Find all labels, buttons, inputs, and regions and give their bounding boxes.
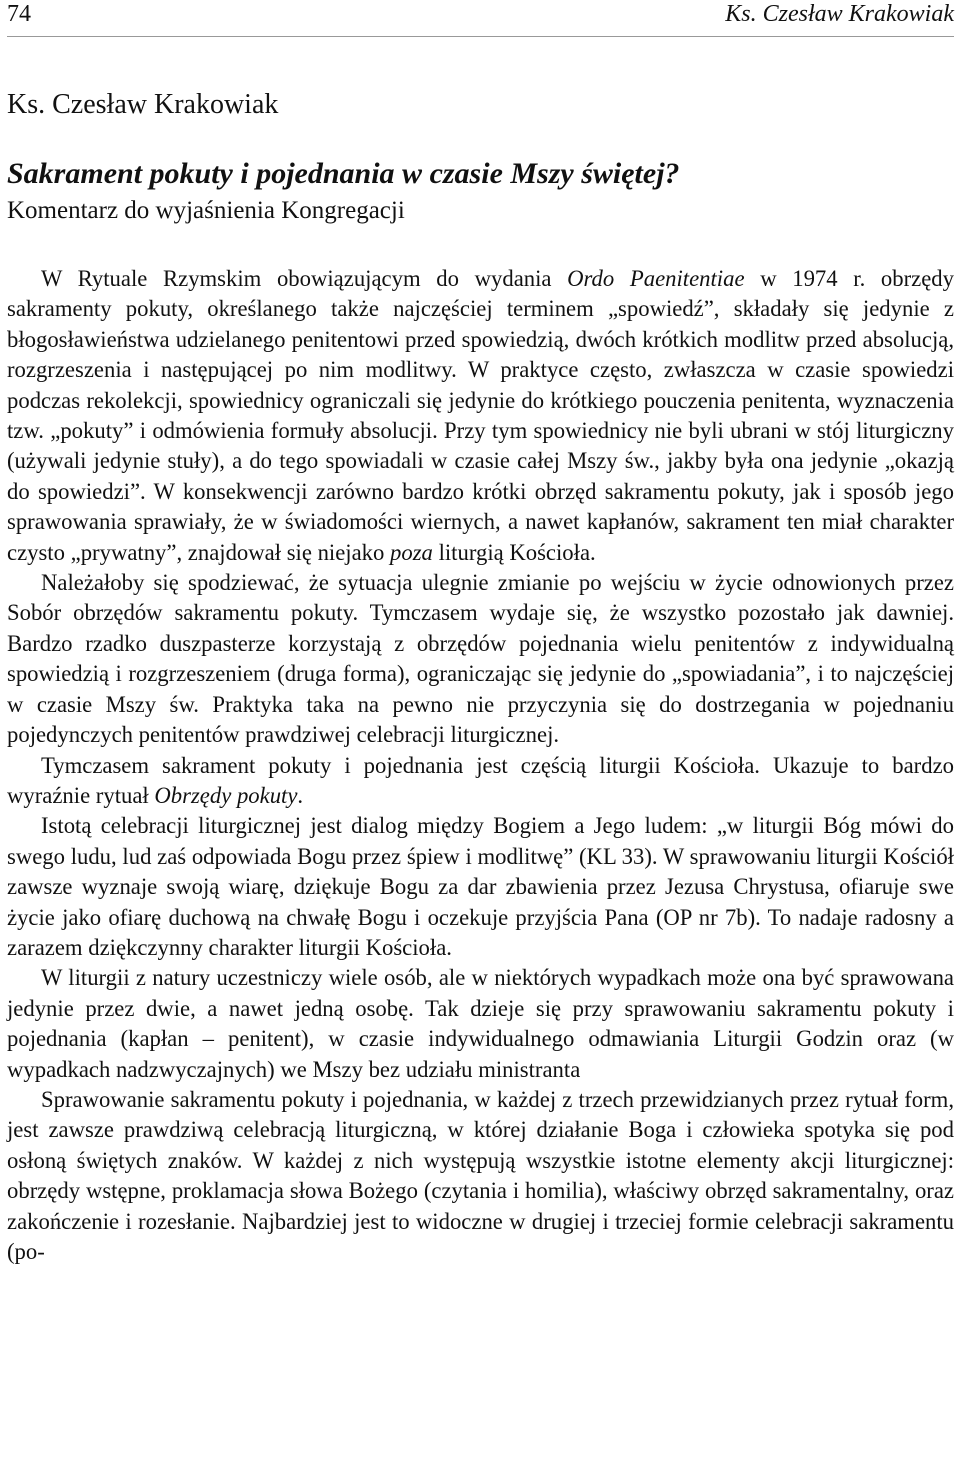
paragraph-3-text-a: Tymczasem sakrament pokuty i pojednania jest częścią liturgii Kościoła. Ukazuje to bardzo wyraźnie rytuał [7,752,954,808]
paragraph-2-text: Należałoby się spodziewać, że sytuacja ulegnie zmianie po wejściu w życie odnowionych przez Sobór obrzędów sakramentu pokuty. Tymczasem wydaje się, że wszystko pozostało jak dawniej. Bardzo rzadko duszpasterze korzystają z obrzędów pojednania wielu penitentów z indywidualną spowiedzią i rozgrzeszeniem (druga forma), ograniczając się jedynie do „spowiadania”, i to najczęściej w czasie Mszy św. Praktyka taka na pewno nie przyczynia się do dostrzegania w pojednaniu pojedynczych penitentów prawdziwej celebracji liturgicznej. [7,570,954,748]
paragraph-3-text-b: . [297,782,304,808]
paragraph-5-text: W liturgii z natury uczestniczy wiele osób, ale w niektórych wypadkach może ona być sprawowana jedynie przez dwie, a nawet jedną osobę. Tak dzieje się przy sprawowaniu sakramentu pokuty i pojednania (kapłan – penitent), w czasie indywidualnego odmawiania Liturgii Godzin oraz (w wypadkach nadzwyczajnych) we Mszy bez udziału ministranta [7,965,954,1082]
paragraph-3 [7,751,954,812]
paragraph-1 [7,264,954,568]
page-number: 74 [7,1,31,27]
article-subtitle: Komentarz do wyjaśnienia Kongregacji [7,197,405,224]
paragraph-4-text: Istotą celebracji liturgicznej jest dialog między Bogiem a Jego ludem: „w liturgii Bóg mówi do swego ludu, lud zaś odpowiada Bogu przez śpiew i modlitwę” (KL 33). W sprawowaniu liturgii Kościół zawsze wyznaje swoją wiarę, dziękuje Bogu za dar zbawienia przez Jezusa Chrystusa, ofiaruje swe życie jako ofiarę duchową na chwałę Bogu i oczekuje przyjścia Pana (OP nr 7b). To nadaje radosny a zarazem dziękczynny charakter liturgii Kościoła. [7,813,954,960]
paragraph-6 [7,1085,954,1267]
paragraph-1-text-a: W Rytuale Rzymskim obowiązującym do wydania [41,266,568,291]
paragraph-1-text-b: w 1974 r. obrzędy sakramenty pokuty, określanego także najczęściej terminem „spowiedź”, składały się jedynie z błogosławieństwa udzielanego penitentowi przed spowiedzią, dwóch krótkich modlitw przed absolucją, rozgrzeszenia i następującej po nim modlitwy. W praktyce często, zwłaszcza w czasie spowiedzi podczas rekolekcji, spowiednicy ograniczali się jedynie do krótkiego pouczenia penitenta, wyznaczenia tzw. „pokuty” i odmówienia formuły absolucji. Przy tym spowiednicy nie byli ubrani w stój liturgiczny (używali jedynie stuły), a do tego spowiadali w czasie całej Mszy św., jakby była ona jedynie „okazją do spowiedzi”. W konsekwencji zarówno bardzo krótki obrzęd sakramentu pokuty, jak i sposób jego sprawowania sprawiały, że w świadomości wiernych, a nawet kapłanów, sakrament ten miał charakter czysto „prywatny”, znajdował się niejako [7,266,954,565]
paragraph-1-italic-poza: poza [390,539,433,565]
paragraph-2 [7,568,954,750]
paragraph-4 [7,811,954,963]
article-title: Sakrament pokuty i pojednania w czasie Mszy świętej? [7,157,680,190]
paragraph-3-italic-obrzedy: Obrzędy pokuty [154,782,298,808]
paragraph-6-text: Sprawowanie sakramentu pokuty i pojednania, w każdej z trzech przewidzianych przez rytuał form, jest zawsze prawdziwą celebracją liturgiczną, w której działanie Boga i człowieka spotyka się pod osłoną świętych znaków. W każdej z nich występują wszystkie istotne elementy akcji liturgicznej: obrzędy wstępne, proklamacja słowa Bożego (czytania i homilia), właściwy obrzęd sakramentalny, oraz zakończenie i rozesłanie. Najbardziej jest to widoczne w drugiej i trzeciej formie celebracji sakramentu (po- [7,1086,954,1264]
article-body [7,264,954,1267]
paragraph-5 [7,963,954,1085]
paragraph-1-italic-ordo: Ordo Paenitentiae [567,266,745,291]
article-author: Ks. Czesław Krakowiak [7,89,279,120]
page-header [0,0,960,40]
running-head: Ks. Czesław Krakowiak [725,1,954,27]
paragraph-1-text-c: liturgią Kościoła. [432,539,596,565]
header-rule [7,36,954,37]
